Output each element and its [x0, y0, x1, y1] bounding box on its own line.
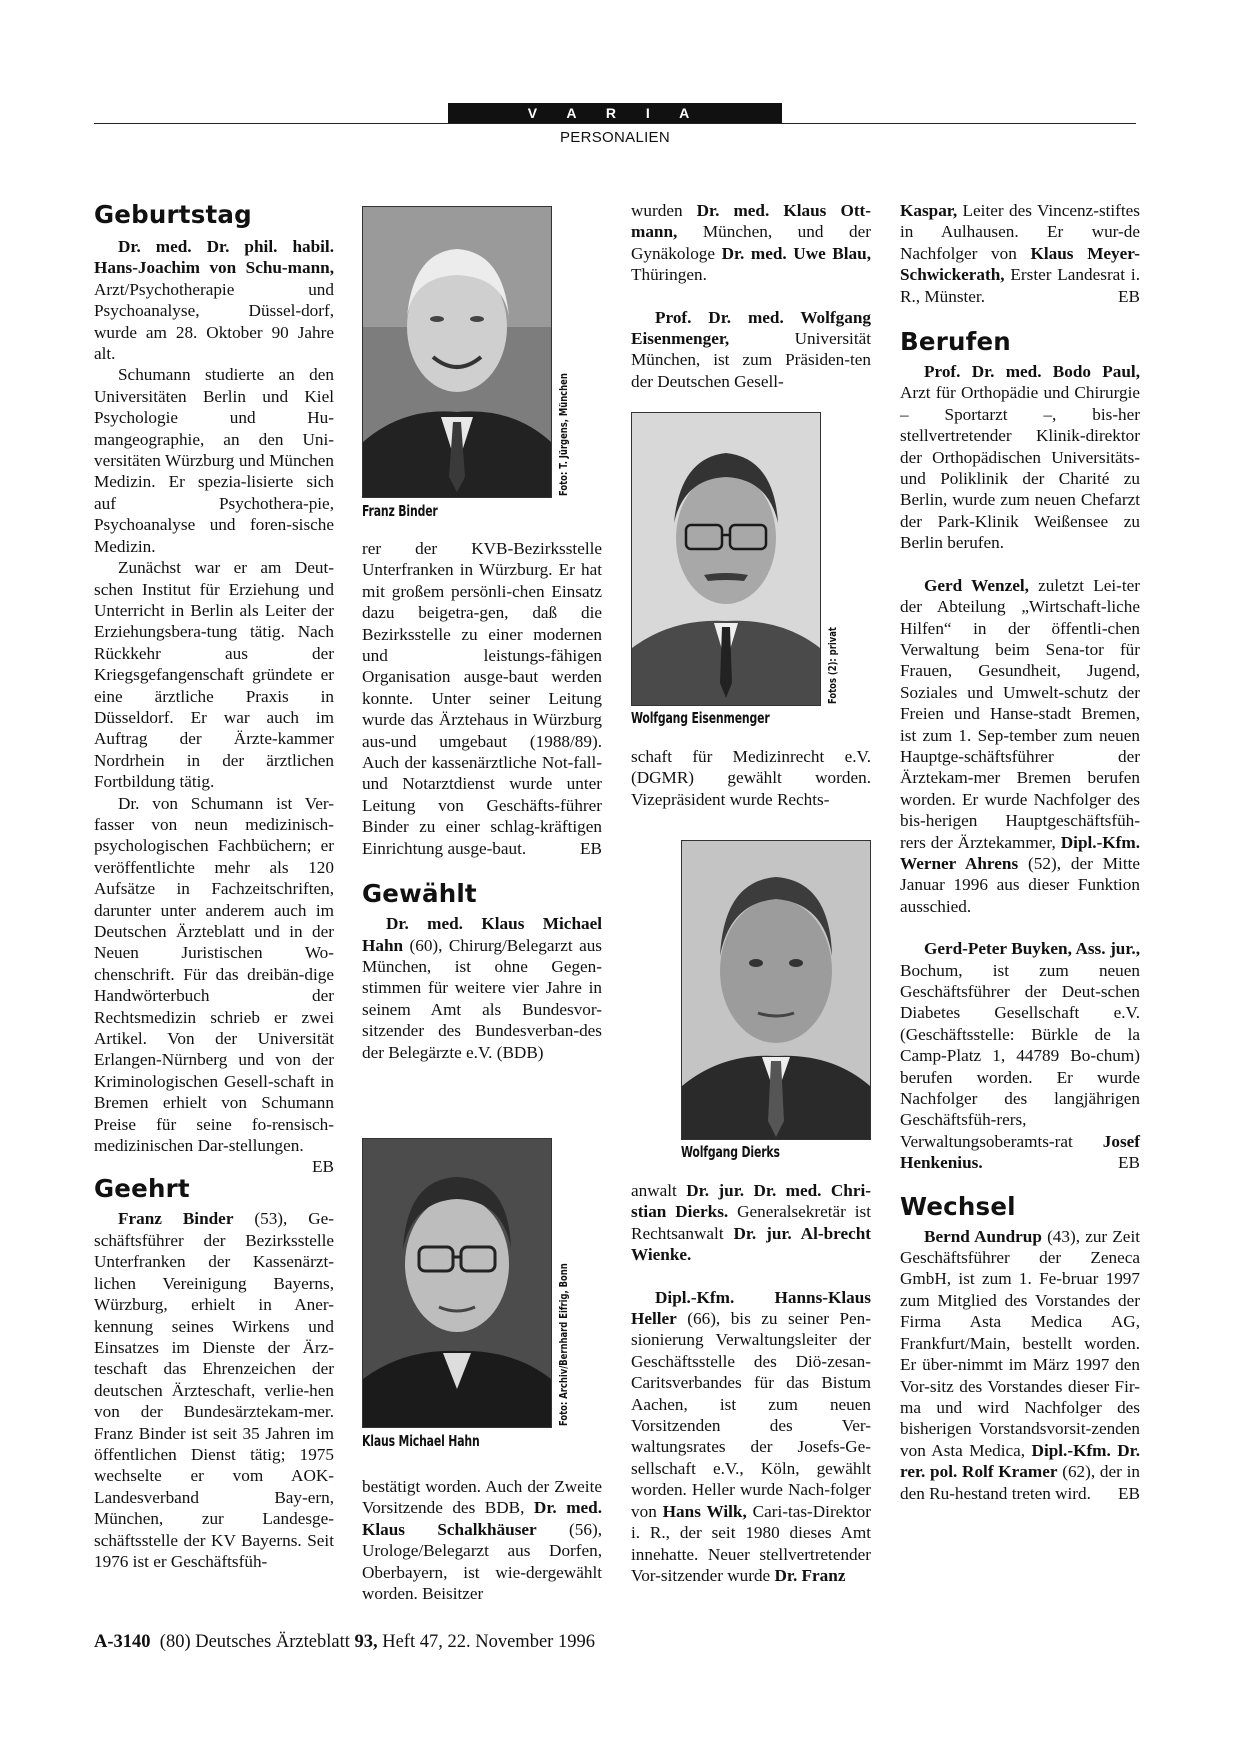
text: (56), Urologe/Belegarzt aus Dorfen, Oberbayern, ist wie-dergewählt worden. Beisitzer	[362, 1519, 602, 1604]
column-3	[631, 200, 871, 392]
paragraph	[631, 1180, 871, 1266]
issue-text: (80) Deutsches Ärzteblatt	[150, 1632, 355, 1652]
author-initials: EB	[1118, 286, 1140, 306]
author-initials: EB	[312, 1157, 334, 1177]
photo-wolfgang-eisenmenger	[631, 412, 821, 706]
heading-geehrt: Geehrt	[94, 1174, 190, 1204]
text: zuletzt Lei-ter der Abteilung „Wirtschaft-liche Hilfen“ in der öffentli-chen Verwaltung beim Sena-tor für Frauen, Gesundheit, Jugend, Soziales und Umwelt-schutz der Freien und Hanse-stadt Bremen, ist zum 1. Sep-tember zum neuen Hauptge-schäftsführer der Ärztekam-mer Bremen berufen worden. Er wurde Nachfolger des bis-herigen Hauptgeschäftsfüh-rers der Ärztekammer,	[900, 575, 1140, 852]
text: Arzt für Orthopädie und Chirurgie – Sportarzt –, bis-her stellvertretender Klinik-direktor der Orthopädischen Universitäts- und Poliklinik der Charité zu Berlin, wurde zum neuen Chefarzt der Park-Klinik Weißensee zu Berlin berufen.	[900, 383, 1140, 553]
person-name: Gerd-Peter Buyken, Ass. jur.,	[924, 939, 1140, 959]
person-name: Dr. Franz	[774, 1565, 846, 1585]
text: (52), der Mitte Januar 1996 aus dieser Funktion ausschied.	[900, 853, 1140, 916]
person-name: Prof. Dr. med. Wolfgang Eisenmenger,	[631, 307, 871, 349]
author-initials: EB	[1118, 1483, 1140, 1503]
text: München, und der Gynäkologe	[631, 222, 871, 263]
text: Bochum, ist zum neuen Geschäftsführer der Deut-schen Diabetes Gesellschaft e.V. (Geschäftsstelle: Bürkle de la Camp-Platz 1, 44789 Bo-chum) berufen worden. Er wurde Nachfolger des langjährigen Geschäftsfüh-rers, Verwaltungsoberamts-rat	[900, 960, 1140, 1151]
column-1	[94, 200, 334, 1572]
person-name: Dipl.-Kfm. Dr. rer. pol. Rolf Kramer	[900, 1440, 1140, 1482]
text: rer der KVB-Bezirksstelle Unterfranken in Würzburg. Er hat mit großem persönli-chen Einsatz dazu beigetra-gen, daß die Bezirksstelle zu einer modernen und leistungs-fähigen Organisation ausge-baut werden konnte. Unter seiner Leitung wurde das Ärztehaus in Würzburg aus-und umgebaut (1988/89). Auch der kassenärztliche Not-fall- und Notarztdienst wurde unter Leitung von Geschäfts-führer Binder zu einer schlag-kräftigen Einrichtung ausge-baut.	[362, 539, 602, 858]
column-2-continued	[362, 1476, 602, 1604]
photo-franz-binder	[362, 206, 552, 498]
person-name: Bernd Aundrup	[924, 1226, 1042, 1246]
text: Generalsekretär ist Rechtsanwalt	[631, 1202, 871, 1243]
section-subtitle: PERSONALIEN	[560, 129, 670, 146]
paragraph: schaft für Medizinrecht e.V. (DGMR) gewählt worden. Vizepräsident wurde Rechts-	[631, 747, 871, 809]
text: Leiter des Vincenz-stiftes in Aulhausen. Er wur-de Nachfolger von	[900, 201, 1140, 263]
person-name: Dr. med. Dr. phil. habil. Hans-Joachim von Schu-mann,	[94, 237, 334, 278]
page-footer	[94, 1632, 595, 1653]
paragraph	[94, 236, 334, 364]
person-name: Klaus Meyer-Schwickerath,	[900, 243, 1140, 285]
text: (53), Ge-schäftsführer der Bezirksstelle Unterfranken der Kassenärzt-lichen Vereinigung Bayerns, Würzburg, erhielt in Aner-kennung seines Wirkens und Einsatzes im Dienste der Ärz-teschaft das Ehrenzeichen der deutschen Ärzteschaft, verlie-hen von der Bundesärztekam-mer. Franz Binder ist seit 35 Jahren im öffentlichen Dienst tätig; 1975 wechselte er vom AOK-Landesverband Bay-ern, München, zur Landesge-schäftsstelle der KV Bayerns. Seit 1976 ist er Geschäftsfüh-	[94, 1209, 334, 1571]
text: Dr. von Schumann ist Ver-fasser von neun medizinisch-psychologischen Fachbüchern; er veröffentlichte mehr als 120 Aufsätze in Fachzeitschriften, darunter unter anderem auch im Deutschen Ärzteblatt und in der Neuen Juristischen Wo-chenschrift. Für das dreibän-dige Handwörterbuch der Rechtsmedizin schrieb er zwei Artikel. Von der Universität Erlangen-Nürnberg und von der Kriminologischen Gesell-schaft in Bremen erhielt von Schumann Preise für seine fo-rensisch-medizinischen Dar-stellungen.	[94, 793, 334, 1156]
person-name: Hans Wilk,	[662, 1501, 747, 1521]
person-name: Kaspar,	[900, 201, 958, 220]
text: Cari-tas-Direktor i. R., der seit 1980 dieses Amt innehatte. Neuer stellvertretender Vor-sitzender wurde	[631, 1501, 871, 1585]
volume-number: 93,	[354, 1632, 378, 1652]
caption-klaus-michael-hahn: Klaus Michael Hahn	[362, 1432, 480, 1450]
text: Arzt/Psychotherapie und Psychoanalyse, Düssel-dorf, wurde am 28. Oktober 90 Jahre alt.	[94, 279, 334, 364]
paragraph: Zunächst war er am Deut-schen Institut für Erziehung und Unterricht in Berlin als Leiter der Erziehungsbera-tung tätig. Nach Rückkehr aus der Kriegsgefangenschaft gründete er eine ärztliche Praxis in Düsseldorf. Er war auch im Auftrag der Ärzte-kammer Nordrhein in der ärztlichen Fortbildung tätig.	[94, 558, 334, 792]
text: anwalt	[631, 1181, 687, 1200]
paragraph	[362, 1476, 602, 1604]
figure-klaus-michael-hahn	[362, 1138, 612, 1448]
text: Erster Landesrat i. R., Münster.	[900, 265, 1140, 306]
section-banner: V A R I A	[448, 103, 782, 123]
photo-credit: Foto: Archiv/Bernhard Eifrig, Bonn	[558, 1263, 570, 1426]
issue-date: Heft 47, 22. November 1996	[377, 1632, 595, 1652]
paragraph	[362, 913, 602, 1063]
column-3-middle	[631, 746, 871, 810]
person-name: Dr. jur. Al-brecht Wienke.	[631, 1223, 871, 1265]
text: (66), bis zu seiner Pen-sionierung Verwaltungsleiter der Geschäftsstelle des Diö-zesan-Caritsverbandes für das Bistum Aachen, ist zum neuen Vorsitzenden des Ver-waltungsrates der Josefs-Ge-sellschaft e.V., Köln, gewählt worden. Heller wurde Nach-folger von	[631, 1309, 871, 1521]
paragraph: Schumann studierte an den Universitäten Berlin und Kiel Psychologie und Hu-mangeographie, an den Uni-versitäten Würzburg und München Medizin. Er speziа-lisierte sich auf Psychothera-pie, Psychoanalyse und foren-sische Medizin.	[94, 365, 334, 556]
person-name: Prof. Dr. med. Bodo Paul,	[924, 362, 1140, 382]
text: (43), zur Zeit Geschäftsführer der Zeneca GmbH, ist zum 1. Fe-bruar 1997 zum Mitglied des Vorstandes der Firma Asta Medica AG, Frankfurt/Main, bestellt worden. Er über-nimmt im März 1997 den Vor-sitz des Vorstandes dieser Fir-ma und wird Nachfolger des bisherigen Vorstandsvorsit-zenden von Asta Medica,	[900, 1226, 1140, 1460]
figure-wolfgang-dierks	[681, 840, 881, 1170]
photo-wolfgang-dierks	[681, 840, 871, 1140]
paragraph	[900, 575, 1140, 918]
text: Thüringen.	[631, 265, 707, 285]
paragraph	[631, 200, 871, 286]
caption-wolfgang-eisenmenger: Wolfgang Eisenmenger	[631, 709, 770, 727]
person-name: Franz Binder	[118, 1209, 234, 1229]
person-name: Dipl.-Kfm. Hanns-Klaus Heller	[631, 1287, 871, 1329]
paragraph	[631, 307, 871, 393]
person-name: Dipl.-Kfm. Werner Ahrens	[900, 832, 1140, 873]
page-number: A-3140	[94, 1632, 151, 1652]
author-initials: EB	[1118, 1153, 1140, 1173]
text: bestätigt worden. Auch der Zweite Vorsitzende des BDB,	[362, 1477, 602, 1518]
heading-geburtstag: Geburtstag	[94, 200, 252, 229]
paragraph	[900, 200, 1140, 307]
paragraph	[94, 1208, 334, 1572]
paragraph	[362, 538, 602, 859]
photo-credit: Foto: T. Jürgens, München	[558, 373, 570, 496]
person-name: Dr. med. Uwe Blau,	[721, 243, 871, 263]
text: (60), Chirurg/Belegarzt aus München, ist ohne Gegen-stimmen für weitere vier Jahre in seinem Amt als Bundesvor-sitzender des Bundesverban-des der Belegärzte e.V. (BDB)	[362, 935, 602, 1062]
paragraph	[900, 938, 1140, 1173]
person-name: Josef Henkenius.	[900, 1131, 1140, 1173]
person-name: Gerd Wenzel,	[924, 575, 1029, 595]
paragraph	[900, 1226, 1140, 1504]
paragraph	[631, 1287, 871, 1587]
photo-klaus-michael-hahn	[362, 1138, 552, 1428]
author-initials: EB	[580, 838, 602, 858]
heading-gewaehlt: Gewählt	[362, 879, 477, 909]
heading-wechsel: Wechsel	[900, 1191, 1016, 1221]
heading-berufen: Berufen	[900, 327, 1011, 357]
text: Universität München, ist zum Präsiden-ten der Deutschen Gesell-	[631, 329, 871, 391]
paragraph	[900, 361, 1140, 554]
column-4	[900, 200, 1140, 1504]
caption-franz-binder: Franz Binder	[362, 502, 438, 520]
header-rule	[94, 123, 1136, 124]
photo-credit: Fotos (2): privat	[827, 627, 839, 704]
person-name: Dr. jur. Dr. med. Chri-stian Dierks.	[631, 1181, 871, 1222]
text: (62), der in den Ru-hestand treten wird.	[900, 1462, 1140, 1503]
paragraph	[94, 793, 334, 1177]
figure-franz-binder	[362, 206, 612, 526]
column-3-bottom	[631, 1180, 871, 1586]
column-2	[362, 538, 602, 1063]
person-name: Dr. med. Klaus Schalkhäuser	[362, 1498, 602, 1539]
caption-wolfgang-dierks: Wolfgang Dierks	[681, 1143, 780, 1161]
person-name: Dr. med. Klaus Michael Hahn	[362, 914, 602, 955]
figure-wolfgang-eisenmenger	[631, 412, 881, 732]
person-name: Dr. med. Klaus Ott-mann,	[631, 201, 871, 242]
text: wurden	[631, 201, 697, 220]
